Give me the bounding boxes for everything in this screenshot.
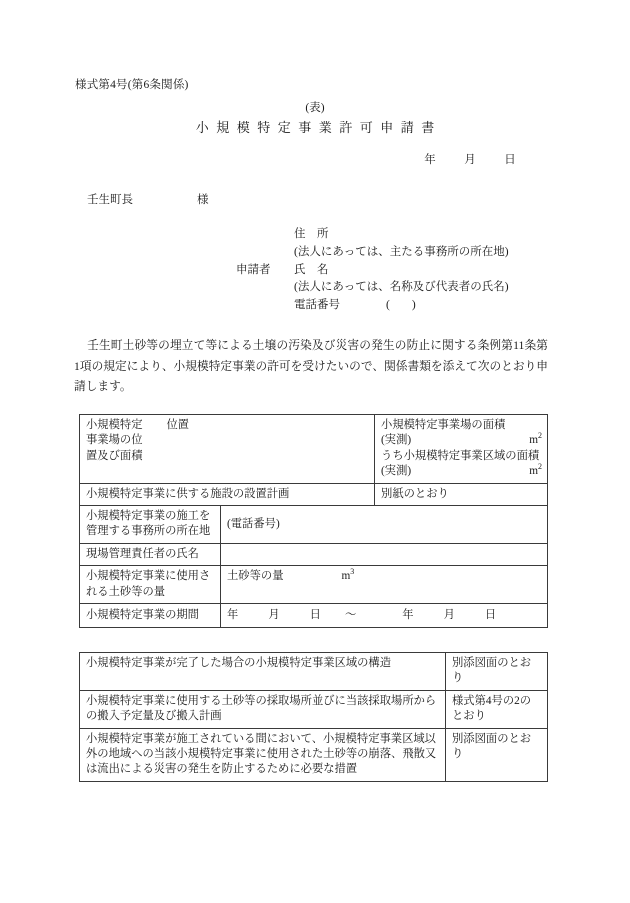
applicant-tel-parens (386, 297, 438, 315)
project-period-value-cell (221, 604, 548, 628)
project-zone-area-measured-row (381, 464, 542, 479)
table-row (80, 604, 548, 628)
facility-plan-label-cell: 小規模特定事業に供する施設の設置計画 (80, 483, 375, 505)
addressee-name: 壬生町長 (87, 194, 133, 206)
period-from-month: 月 (268, 608, 280, 621)
table-row (80, 483, 548, 505)
form-number: 様式第4号(第6条関係) (75, 79, 189, 91)
table-row (80, 653, 548, 691)
site-location-label-line2: 事業場の位 (86, 434, 143, 447)
completion-structure-value-cell: 別添図面のとおり (446, 653, 548, 691)
applicant-address-label: 住 所 (294, 228, 329, 240)
applicant-section-label: 申請者 (236, 263, 271, 276)
site-manager-name-value-cell (221, 543, 548, 565)
project-period-label-cell: 小規模特定事業の期間 (80, 604, 221, 628)
disaster-prevention-value-cell: 別添図面のとおり (446, 728, 548, 781)
applicant-name-label: 氏 名 (294, 263, 329, 276)
period-to-year: 年 (402, 608, 414, 621)
office-location-label-cell: 小規模特定事業の施工を管理する事務所の所在地 (80, 506, 221, 544)
period-to-month: 月 (443, 608, 455, 621)
site-position-sublabel: 位置 (166, 419, 190, 431)
soil-source-plan-label-cell: 小規模特定事業に使用する土砂等の採取場所並びに当該採取場所からの搬入予定量及び搬入計画 (80, 690, 446, 728)
disaster-prevention-label-cell: 小規模特定事業が施工されている間において、小規模特定事業区域以外の地域への当該小規模特定事業に使用された土砂等の崩落、飛散又は流出による災害の発生を防止するために必要な措置 (80, 728, 446, 781)
site-area-unit: $m^2$ (529, 431, 543, 447)
completion-structure-label-cell: 小規模特定事業が完了した場合の小規模特定事業区域の構造 (80, 653, 446, 691)
date-year-field: 年 (424, 154, 436, 166)
facility-plan-value-cell: 別紙のとおり (375, 483, 548, 505)
period-from-year: 年 (227, 608, 239, 621)
body-paragraph-text: 壬生町土砂等の埋立て等による土壌の汚染及び災害の発生の防止に関する条例第11条第1項の規定により、小規模特定事業の許可を受けたいので、関係書類を添えて次のとおり申請します。 (74, 339, 548, 393)
tel-paren-close: ) (411, 299, 438, 312)
site-location-label-line1: 小規模特定 位置 (86, 419, 190, 431)
site-manager-name-label-cell: 現場管理責任者の氏名 (80, 543, 221, 565)
period-tilde: ～ (344, 608, 357, 621)
applicant-tel-label: 電話番号 (294, 299, 340, 312)
site-area-title: 小規模特定事業場の面積 (381, 419, 506, 431)
applicant-name-note: (法人にあっては、名称及び代表者の氏名) (294, 281, 509, 294)
soil-volume-value-cell (221, 566, 548, 604)
table-row (80, 506, 548, 544)
document-subtitle: (表) (305, 102, 325, 114)
table-row (80, 728, 548, 781)
soil-volume-unit: $m^3$ (341, 567, 355, 583)
date-line (0, 151, 516, 167)
site-area-value-cell (375, 415, 548, 484)
site-area-measured-row (381, 433, 542, 448)
body-paragraph (74, 336, 548, 398)
project-zone-area-unit: $m^2$ (529, 462, 543, 478)
addressee-line (87, 191, 209, 207)
period-to-day: 日 (484, 608, 497, 621)
site-location-area-label-cell (80, 415, 375, 484)
project-zone-area-measured-label: (実測) (381, 465, 412, 478)
page-title: 小規模特定事業許可申請書 (195, 120, 442, 135)
soil-source-plan-value-cell: 様式第4号の2のとおり (446, 690, 548, 728)
period-from-day: 日 (309, 608, 321, 621)
applicant-address-note: (法人にあっては、主たる事務所の所在地) (294, 245, 509, 258)
soil-volume-entry: 土砂等の量 $m^3$ (227, 567, 355, 583)
date-month-field: 月 (464, 154, 476, 166)
project-zone-area-title: うち小規模特定事業区域の面積 (381, 449, 540, 462)
soil-volume-label-cell: 小規模特定事業に使用される土砂等の量 (80, 566, 221, 604)
addressee-honorific: 様 (197, 194, 209, 206)
application-details-table-lower (79, 652, 548, 782)
tel-paren-open: ( (386, 299, 412, 312)
date-day-field: 日 (504, 154, 516, 166)
table-row (80, 566, 548, 604)
application-details-table-upper (79, 414, 548, 628)
site-area-measured-label: (実測) (381, 434, 412, 447)
site-location-label-line3: 置及び面積 (86, 449, 143, 462)
office-location-value-cell: (電話番号) (221, 506, 548, 544)
table-row (80, 690, 548, 728)
applicant-tel-group (294, 297, 438, 315)
table-row (80, 415, 548, 484)
table-row (80, 543, 548, 565)
